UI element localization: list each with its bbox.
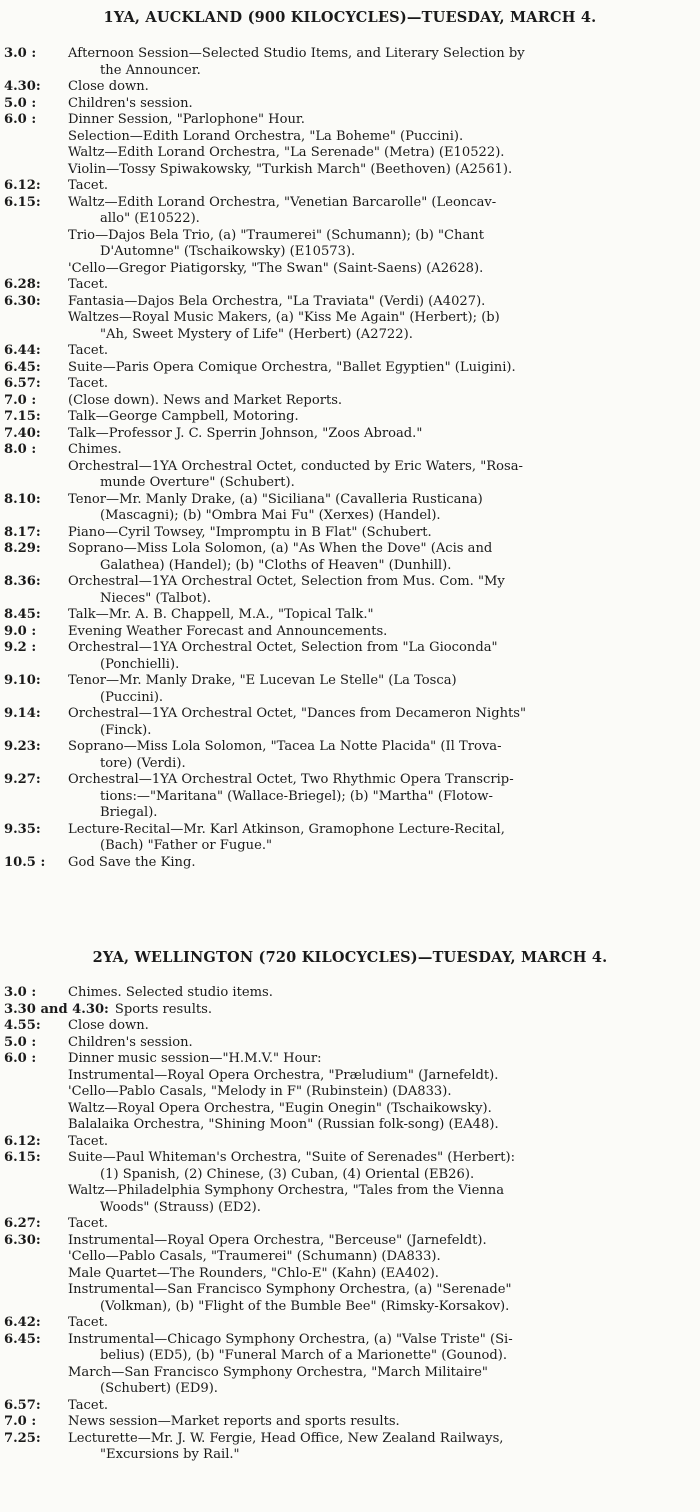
program-description: [68, 822, 678, 855]
program-line: Talk—Professor J. C. Sperrin Johnson, "Zoos Abroad.": [68, 425, 423, 441]
program-description: [68, 1084, 678, 1101]
program-description: [68, 145, 678, 162]
program-time: 7.15:: [4, 409, 41, 424]
program-line: (Finck).: [100, 722, 152, 738]
program-description: [68, 129, 678, 146]
program-description: [68, 112, 678, 129]
program-description: [68, 1018, 678, 1035]
program-entry: [0, 822, 700, 855]
program-line: Dinner Session, "Parlophone" Hour.: [68, 112, 305, 127]
program-line: Sports results.: [114, 1001, 213, 1017]
program-entry: [0, 409, 700, 426]
program-list-2ya: [0, 985, 700, 1464]
program-entry: [0, 1414, 700, 1431]
program-entry: [0, 96, 700, 113]
program-description: [68, 294, 678, 311]
program-time: 5.0 :: [4, 1034, 37, 1050]
program-line: (Puccini).: [100, 689, 164, 705]
program-entry: [0, 112, 700, 129]
program-entry: [0, 310, 700, 343]
section-heading-1ya: 1YA, AUCKLAND (900 KILOCYCLES)—TUESDAY, MARCH 4.: [103, 9, 597, 26]
program-line: Selection—Edith Lorand Orchestra, "La Boheme" (Puccini).: [68, 128, 464, 144]
program-time: 5.0 :: [4, 95, 37, 111]
program-line: Woods" (Strauss) (ED2).: [100, 1199, 261, 1215]
program-description: [68, 79, 678, 96]
program-time: 9.2 :: [4, 640, 37, 655]
program-entry: [0, 1431, 700, 1464]
program-entry: [0, 640, 700, 673]
program-time: 9.14:: [4, 706, 41, 721]
program-entry: [0, 228, 700, 261]
program-line: "Excursions by Rail.": [100, 1447, 240, 1462]
program-time: 6.0 :: [4, 112, 37, 127]
program-time: 6.12:: [4, 1133, 41, 1149]
program-entry: [0, 294, 700, 311]
program-time: 6.12:: [4, 178, 41, 193]
program-line: munde Overture" (Schubert).: [100, 475, 295, 490]
program-entry: [0, 261, 700, 278]
program-description: [68, 541, 678, 574]
program-line: Orchestral—1YA Orchestral Octet, Two Rhythmic Opera Transcrip-: [68, 772, 514, 787]
program-description: [68, 1266, 678, 1283]
program-time: 6.15:: [4, 1150, 41, 1165]
program-line: tions:—"Maritana" (Wallace-Briegel); (b) "Martha" (Flotow-: [100, 788, 493, 804]
program-line: 'Cello—Pablo Casals, "Traumerei" (Schumann) (DA833).: [68, 1249, 441, 1264]
program-entry: [0, 673, 700, 706]
program-time: 3.0 :: [4, 985, 37, 1000]
program-line: Tenor—Mr. Manly Drake, (a) "Siciliana" (Cavalleria Rusticana): [68, 491, 483, 507]
program-line: Male Quartet—The Rounders, "Chlo-E" (Kahn) (EA402).: [68, 1265, 439, 1281]
program-entry: [0, 574, 700, 607]
program-line: (Mascagni); (b) "Ombra Mai Fu" (Xerxes) (Handel).: [100, 508, 441, 523]
program-entry: [0, 442, 700, 459]
program-description: [68, 1249, 678, 1266]
program-description: [68, 1398, 678, 1415]
program-entry: [0, 1315, 700, 1332]
program-line: Orchestral—1YA Orchestral Octet, Selection from "La Gioconda": [68, 640, 498, 655]
program-description: [68, 96, 678, 113]
program-description: [68, 1216, 678, 1233]
program-time: 8.10:: [4, 491, 41, 507]
program-line: Orchestral—1YA Orchestral Octet, "Dances from Decameron Nights": [68, 706, 527, 721]
program-line: Tacet.: [68, 1397, 109, 1413]
program-line: Orchestral—1YA Orchestral Octet, Selection from Mus. Com. "My: [68, 574, 505, 589]
program-entry: [0, 1134, 700, 1151]
program-time: 6.42:: [4, 1315, 41, 1330]
program-entry: [0, 525, 700, 542]
program-line: Waltz—Philadelphia Symphony Orchestra, "Tales from the Vienna: [68, 1183, 505, 1198]
program-entry: [0, 1150, 700, 1183]
program-line: Afternoon Session—Selected Studio Items, and Literary Selection by: [68, 46, 525, 61]
program-description: [68, 261, 678, 278]
program-list-1ya: [0, 46, 700, 871]
program-line: allo" (E10522).: [100, 211, 200, 226]
program-description: [68, 855, 678, 872]
program-time: 8.45:: [4, 607, 41, 622]
program-time: 6.44:: [4, 343, 41, 358]
program-line: Soprano—Miss Lola Solomon, "Tacea La Notte Placida" (Il Trova-: [68, 739, 502, 754]
program-entry: [0, 459, 700, 492]
program-time: 8.0 :: [4, 442, 37, 457]
program-entry: [0, 1233, 700, 1250]
program-description: [68, 459, 678, 492]
program-description: [68, 1051, 678, 1068]
program-line: Suite—Paris Opera Comique Orchestra, "Ballet Egyptien" (Luigini).: [68, 359, 516, 375]
program-line: Violin—Tossy Spiwakowsky, "Turkish March" (Beethoven) (A2561).: [68, 161, 513, 177]
program-line: D'Automne" (Tschaikowsky) (E10573).: [100, 244, 356, 259]
program-line: tore) (Verdi).: [100, 755, 186, 771]
program-description: [68, 1134, 678, 1151]
program-description: [68, 1431, 678, 1464]
program-time: 9.10:: [4, 673, 41, 688]
program-line: (Ponchielli).: [100, 656, 180, 672]
program-description: [68, 706, 678, 739]
program-entry: [0, 79, 700, 96]
program-entry: [0, 1183, 700, 1216]
program-entry: [0, 607, 700, 624]
program-description: [68, 525, 678, 542]
program-description: [68, 360, 678, 377]
program-time: 6.45:: [4, 359, 41, 375]
program-line: Instrumental—San Francisco Symphony Orchestra, (a) "Serenade": [68, 1282, 512, 1297]
program-line: Soprano—Miss Lola Solomon, (a) "As When the Dove" (Acis and: [68, 541, 493, 556]
program-time: 6.57:: [4, 1397, 41, 1413]
program-description: [68, 574, 678, 607]
program-line: Tacet.: [68, 1133, 109, 1149]
program-description: [68, 985, 678, 1002]
program-line: Tacet.: [68, 1216, 109, 1231]
program-line: Tacet.: [68, 178, 109, 193]
program-line: Talk—George Campbell, Motoring.: [68, 409, 299, 424]
program-description: [68, 228, 678, 261]
program-line: 'Cello—Pablo Casals, "Melody in F" (Rubinstein) (DA833).: [68, 1084, 452, 1099]
program-entry: [0, 1249, 700, 1266]
program-description: [68, 640, 678, 673]
program-line: (1) Spanish, (2) Chinese, (3) Cuban, (4) Oriental (EB26).: [100, 1166, 475, 1182]
program-entry: [0, 739, 700, 772]
program-description: [68, 607, 678, 624]
program-time: 3.30 and 4.30:: [4, 1001, 109, 1017]
program-entry: [0, 1332, 700, 1365]
program-description: [68, 1101, 678, 1118]
program-entry: [0, 706, 700, 739]
program-time: 7.25:: [4, 1430, 41, 1446]
program-description: [68, 178, 678, 195]
program-time: 9.23:: [4, 739, 41, 754]
program-description: [68, 409, 678, 426]
program-entry: [0, 1117, 700, 1134]
program-line: Chimes.: [68, 442, 122, 457]
program-time: 7.40:: [4, 425, 41, 441]
program-description: [68, 624, 678, 641]
program-line: Close down.: [68, 79, 149, 94]
program-line: the Announcer.: [100, 62, 201, 78]
program-line: Tacet.: [68, 1315, 109, 1330]
program-line: Galathea) (Handel); (b) "Cloths of Heaven" (Dunhill).: [100, 557, 452, 573]
program-time: 6.15:: [4, 194, 41, 210]
program-time: 6.45:: [4, 1331, 41, 1347]
program-line: Fantasia—Dajos Bela Orchestra, "La Traviata" (Verdi) (A4027).: [68, 293, 486, 309]
program-line: Instrumental—Royal Opera Orchestra, "Berceuse" (Jarnefeldt).: [68, 1232, 487, 1248]
program-entry: [0, 360, 700, 377]
program-description: [68, 46, 678, 79]
program-entry: [0, 541, 700, 574]
program-description: [68, 1365, 678, 1398]
program-entry: [0, 1365, 700, 1398]
program-entry: [0, 1018, 700, 1035]
program-time: 9.27:: [4, 772, 41, 787]
program-time: 9.35:: [4, 821, 41, 837]
program-entry: [0, 1398, 700, 1415]
program-entry: [0, 1266, 700, 1283]
program-description: [68, 1315, 678, 1332]
program-entry: [0, 162, 700, 179]
program-description: [68, 739, 678, 772]
program-entry: [0, 1282, 700, 1315]
program-entry: [0, 1002, 700, 1019]
program-line: (Close down). News and Market Reports.: [68, 392, 343, 408]
program-description: [68, 1282, 678, 1315]
program-description: [68, 1035, 678, 1052]
program-entry: [0, 195, 700, 228]
program-line: (Bach) "Father or Fugue.": [100, 838, 273, 853]
program-line: Piano—Cyril Towsey, "Impromptu in B Flat" (Schubert.: [68, 524, 432, 540]
program-time: 4.30:: [4, 79, 41, 94]
program-time: 9.0 :: [4, 623, 37, 639]
program-line: Close down.: [68, 1018, 149, 1033]
section-heading-2ya: 2YA, WELLINGTON (720 KILOCYCLES)—TUESDAY, MARCH 4.: [92, 949, 608, 966]
program-entry: [0, 624, 700, 641]
program-time: 10.5 :: [4, 854, 46, 870]
program-line: (Schubert) (ED9).: [100, 1381, 218, 1396]
program-time: 8.29:: [4, 541, 41, 556]
program-line: March—San Francisco Symphony Orchestra, "March Militaire": [68, 1364, 488, 1380]
program-description: [68, 1332, 678, 1365]
program-line: News session—Market reports and sports results.: [68, 1414, 400, 1429]
program-line: Waltz—Edith Lorand Orchestra, "La Serenade" (Metra) (E10522).: [68, 145, 505, 160]
program-description: [68, 673, 678, 706]
program-time: 8.36:: [4, 574, 41, 589]
program-description: [68, 1150, 678, 1183]
program-entry: [0, 376, 700, 393]
program-line: Trio—Dajos Bela Trio, (a) "Traumerei" (Schumann); (b) "Chant: [68, 227, 484, 243]
program-line: Briegal).: [100, 805, 158, 820]
program-description: [68, 426, 678, 443]
program-line: (Volkman), (b) "Flight of the Bumble Bee" (Rimsky-Korsakov).: [100, 1298, 510, 1314]
program-entry: [0, 1216, 700, 1233]
program-line: Nieces" (Talbot).: [100, 590, 211, 606]
program-time: 8.17:: [4, 524, 41, 540]
program-description: [68, 772, 678, 822]
program-line: Tacet.: [68, 277, 109, 292]
program-time: 7.0 :: [4, 392, 37, 408]
program-line: Tacet.: [68, 376, 109, 391]
program-line: Evening Weather Forecast and Announcements.: [68, 623, 388, 639]
program-line: Tenor—Mr. Manly Drake, "E Lucevan Le Stelle" (La Tosca): [68, 673, 457, 688]
program-entry: [0, 985, 700, 1002]
program-entry: [0, 1068, 700, 1085]
program-entry: [0, 145, 700, 162]
program-entry: [0, 426, 700, 443]
program-entry: [0, 492, 700, 525]
program-description: [68, 376, 678, 393]
program-line: Talk—Mr. A. B. Chappell, M.A., "Topical Talk.": [68, 607, 374, 622]
program-entry: [0, 1101, 700, 1118]
program-line: Lecturette—Mr. J. W. Fergie, Head Office, New Zealand Railways,: [68, 1430, 504, 1446]
program-description: [68, 195, 678, 228]
program-time: 6.0 :: [4, 1051, 37, 1066]
program-line: Dinner music session—"H.M.V." Hour:: [68, 1051, 322, 1066]
program-line: Suite—Paul Whiteman's Orchestra, "Suite of Serenades" (Herbert):: [68, 1150, 515, 1165]
program-time: 3.0 :: [4, 46, 37, 61]
program-line: Waltz—Edith Lorand Orchestra, "Venetian Barcarolle" (Leoncav-: [68, 194, 497, 210]
program-line: Lecture-Recital—Mr. Karl Atkinson, Gramophone Lecture-Recital,: [68, 821, 505, 837]
program-description: [68, 162, 678, 179]
program-description: [68, 310, 678, 343]
program-entry: [0, 393, 700, 410]
program-line: Balalaika Orchestra, "Shining Moon" (Russian folk-song) (EA48).: [68, 1117, 499, 1132]
program-time: 6.28:: [4, 277, 41, 292]
program-description: [68, 492, 678, 525]
program-line: Instrumental—Chicago Symphony Orchestra, (a) "Valse Triste" (Si-: [68, 1331, 513, 1347]
program-entry: [0, 46, 700, 79]
program-time: 6.30:: [4, 1232, 41, 1248]
program-line: Tacet.: [68, 343, 109, 358]
program-line: "Ah, Sweet Mystery of Life" (Herbert) (A2722).: [100, 326, 413, 342]
program-description: [68, 343, 678, 360]
program-entry: [0, 178, 700, 195]
program-time: 6.57:: [4, 376, 41, 391]
program-entry: [0, 772, 700, 822]
program-description: [68, 1068, 678, 1085]
program-entry: [0, 1035, 700, 1052]
program-time: 4.55:: [4, 1018, 41, 1033]
program-line: God Save the King.: [68, 854, 196, 870]
program-line: Instrumental—Royal Opera Orchestra, "Præludium" (Jarnefeldt).: [68, 1067, 499, 1083]
program-description: [68, 1117, 678, 1134]
program-description: [68, 393, 678, 410]
program-line: Waltz—Royal Opera Orchestra, "Eugin Onegin" (Tschaikowsky).: [68, 1100, 492, 1116]
program-line: 'Cello—Gregor Piatigorsky, "The Swan" (Saint-Saens) (A2628).: [68, 260, 484, 276]
program-line: Waltzes—Royal Music Makers, (a) "Kiss Me Again" (Herbert); (b): [68, 310, 500, 325]
program-description: [68, 277, 678, 294]
program-description: [68, 442, 678, 459]
program-description: [68, 1183, 678, 1216]
program-line: Orchestral—1YA Orchestral Octet, conducted by Eric Waters, "Rosa-: [68, 458, 523, 474]
program-entry: [0, 277, 700, 294]
program-line: Children's session.: [68, 1034, 193, 1050]
program-entry: [0, 1084, 700, 1101]
program-time: 6.30:: [4, 293, 41, 309]
program-entry: [0, 343, 700, 360]
program-line: belius) (ED5), (b) "Funeral March of a Marionette" (Gounod).: [100, 1348, 508, 1363]
program-entry: [0, 855, 700, 872]
program-time: 6.27:: [4, 1216, 41, 1231]
program-line: Children's session.: [68, 95, 193, 111]
program-time: 7.0 :: [4, 1414, 37, 1429]
program-description: [68, 1233, 678, 1250]
program-description: [115, 1002, 212, 1019]
program-description: [68, 1414, 678, 1431]
program-entry: [0, 1051, 700, 1068]
program-line: Chimes. Selected studio items.: [68, 985, 273, 1000]
program-entry: [0, 129, 700, 146]
